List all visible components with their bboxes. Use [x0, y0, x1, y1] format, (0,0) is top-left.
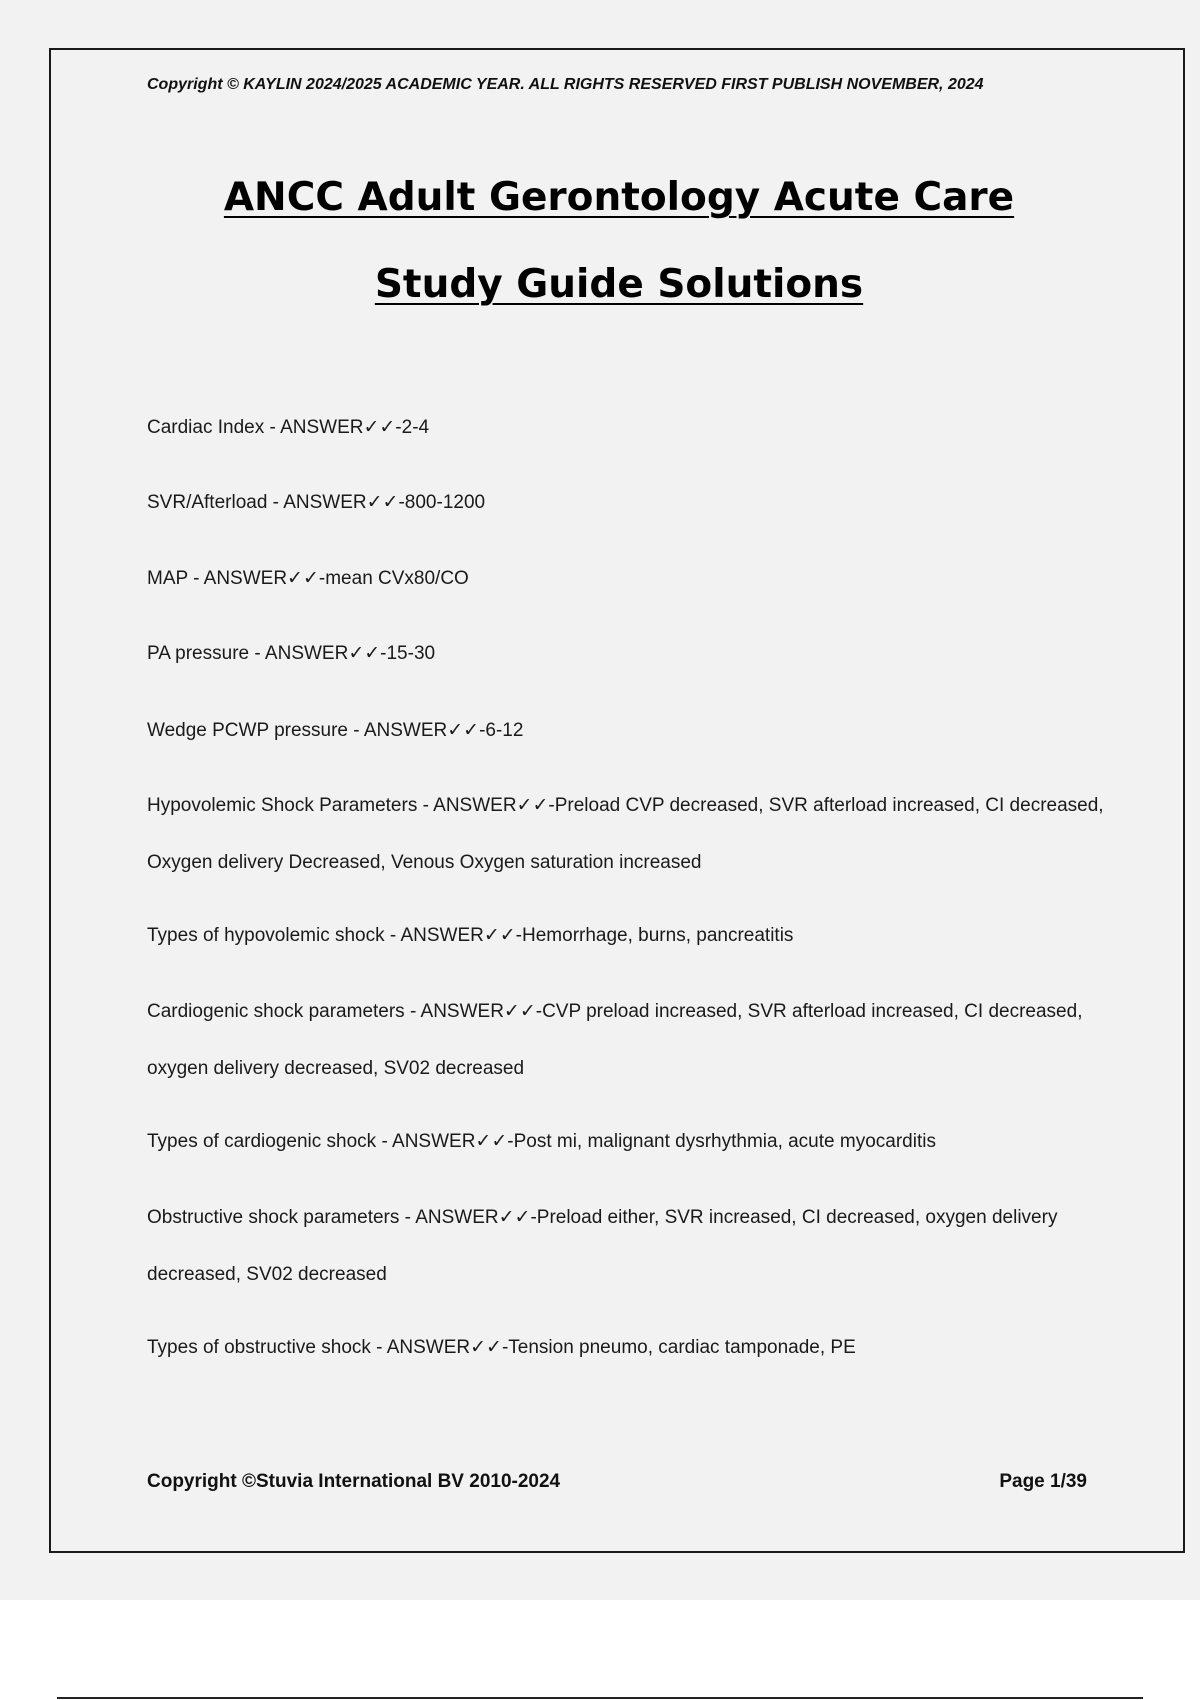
qa-item: SVR/Afterload - ANSWER✓✓-800-1200 [147, 492, 486, 513]
header-copyright: Copyright © KAYLIN 2024/2025 ACADEMIC YEAR. ALL RIGHTS RESERVED FIRST PUBLISH NOVEMBER, 2024 [147, 76, 984, 93]
document-title-line-2: Study Guide Solutions [374, 262, 864, 307]
qa-item: Cardiac Index - ANSWER✓✓-2-4 [147, 417, 430, 438]
qa-item: Types of cardiogenic shock - ANSWER✓✓-Post mi, malignant dysrhythmia, acute myocarditis [147, 1131, 936, 1152]
qa-item: Types of obstructive shock - ANSWER✓✓-Tension pneumo, cardiac tamponade, PE [147, 1337, 856, 1358]
next-page-divider [57, 1697, 1143, 1699]
footer-copyright: Copyright ©Stuvia International BV 2010-2024 [147, 1471, 561, 1492]
document-page [49, 48, 1185, 1553]
page-number: Page 1/39 [999, 1471, 1087, 1492]
qa-item: Hypovolemic Shock Parameters - ANSWER✓✓-Preload CVP decreased, SVR afterload increased, CI decreased, Oxygen delivery Decreased, Venous Oxygen saturation increased [147, 795, 1104, 873]
document-title-line-1: ANCC Adult Gerontology Acute Care [223, 175, 1015, 220]
qa-item: Cardiogenic shock parameters - ANSWER✓✓-CVP preload increased, SVR afterload increased, CI decreased, oxygen delivery decreased, SV02 decreased [147, 1001, 1083, 1079]
qa-item: Types of hypovolemic shock - ANSWER✓✓-Hemorrhage, burns, pancreatitis [147, 925, 794, 946]
qa-item: Wedge PCWP pressure - ANSWER✓✓-6-12 [147, 720, 524, 741]
qa-item: Obstructive shock parameters - ANSWER✓✓-Preload either, SVR increased, CI decreased, oxygen delivery decreased, SV02 decreased [147, 1207, 1058, 1285]
qa-item: MAP - ANSWER✓✓-mean CVx80/CO [147, 568, 469, 589]
qa-item: PA pressure - ANSWER✓✓-15-30 [147, 643, 436, 664]
